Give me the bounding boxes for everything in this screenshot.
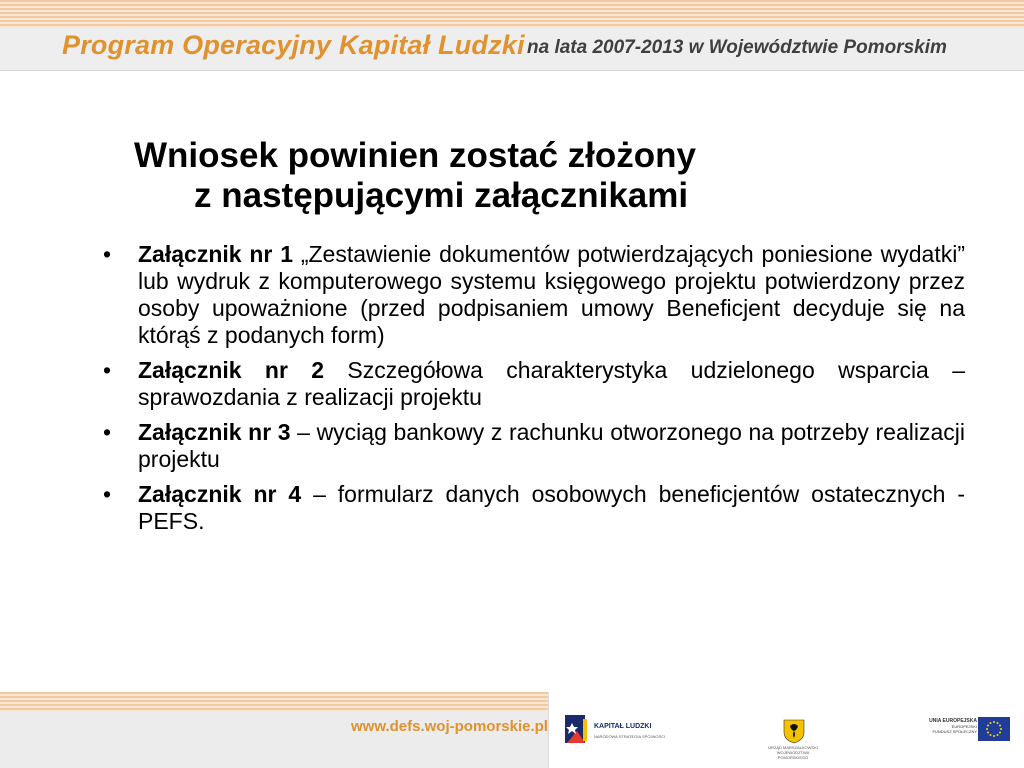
attachment-label: Załącznik nr 2 (138, 357, 325, 383)
attachment-label: Załącznik nr 4 (138, 481, 302, 507)
attachment-list (97, 241, 965, 543)
kapital-ludzki-logo-icon (563, 713, 589, 747)
bullet-icon: • (102, 481, 112, 507)
slide-title-line2: z następującymi załącznikami (194, 176, 689, 215)
bullet-icon: • (102, 241, 112, 267)
attachment-label: Załącznik nr 3 (138, 419, 291, 445)
attachment-text: – wyciąg bankowy z rachunku otworzonego na potrzeby realizacji projektu (138, 419, 965, 472)
list-item (97, 357, 965, 411)
slide-title (134, 136, 894, 216)
list-item (97, 481, 965, 535)
pomorskie-logo-text: URZĄD MARSZAŁKOWSKI WOJEWÓDZTWA POMORSKIEGO (768, 745, 818, 760)
attachment-label: Załącznik nr 1 (138, 241, 294, 267)
attachment-text: – formularz danych osobowych beneficjentów ostatecznych - PEFS. (138, 481, 965, 534)
slide-title-line1: Wniosek powinien zostać złożony (134, 136, 696, 175)
header-stripes (0, 0, 1024, 28)
eu-logo-line3: FUNDUSZ SPOŁECZNY (932, 729, 977, 734)
footer-url-link[interactable]: www.defs.woj-pomorskie.pl (351, 718, 548, 735)
bullet-icon: • (102, 419, 112, 445)
list-item (97, 241, 965, 349)
kapital-ludzki-logo-subtitle: NARODOWA STRATEGIA SPÓJNOŚCI (594, 734, 666, 739)
header-subtitle: na lata 2007-2013 w Województwie Pomorskim (527, 37, 947, 58)
bullet-icon: • (102, 357, 112, 383)
attachment-text: „Zestawienie dokumentów potwierdzających poniesione wydatki” lub wydruk z komputerowego systemu księgowego projektu potwierdzony przez osoby upoważnione (przed podpisaniem umowy Beneficjent decyduje się na którąś z podanych form) (138, 241, 966, 348)
header-title: Program Operacyjny Kapitał Ludzki (62, 30, 525, 60)
list-item (97, 419, 965, 473)
eu-flag-icon (978, 717, 1010, 741)
pomorskie-coat-of-arms-icon (782, 718, 806, 744)
kapital-ludzki-logo-text: KAPITAŁ LUDZKI (594, 723, 652, 730)
eu-logo-line2: EUROPEJSKI (951, 724, 977, 729)
eu-logo-text (917, 719, 977, 734)
eu-logo-line1: UNIA EUROPEJSKA (929, 718, 977, 724)
attachment-text: Szczegółowa charakterystyka udzielonego wsparcia – sprawozdania z realizacji projektu (138, 357, 965, 410)
